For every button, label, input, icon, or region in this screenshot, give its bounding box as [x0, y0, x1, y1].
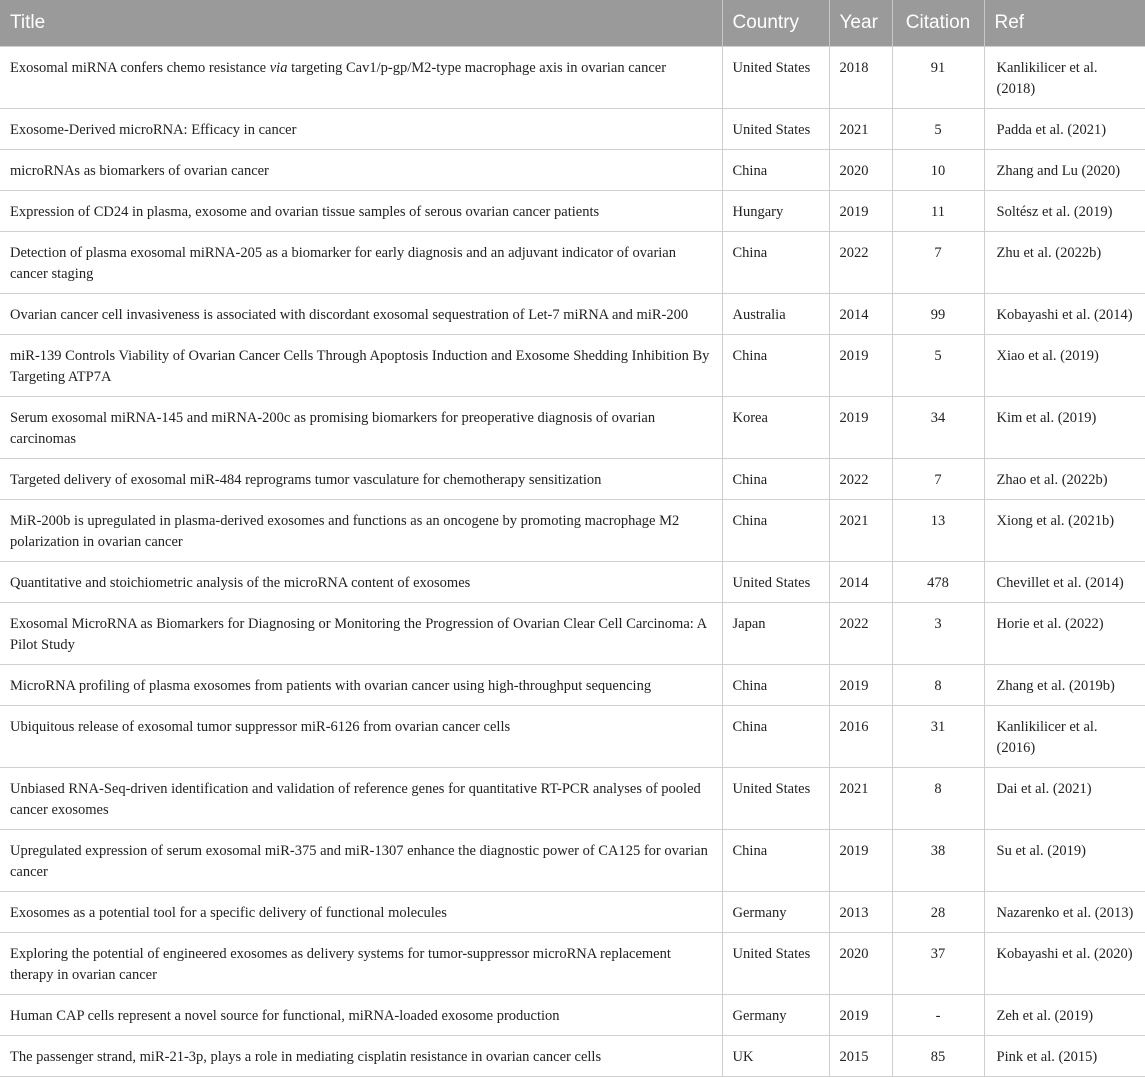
- title-text: Exploring the potential of engineered exosomes as delivery systems for tumor-suppressor microRNA replacement therapy in ovarian cancer: [10, 946, 671, 983]
- header-ref: Ref: [984, 0, 1145, 47]
- title-text: Exosomes as a potential tool for a specific delivery of functional molecules: [10, 905, 447, 921]
- cell-country: China: [722, 665, 829, 706]
- cell-title: [0, 830, 722, 892]
- cell-citation: 11: [892, 191, 984, 232]
- cell-citation: 91: [892, 47, 984, 109]
- table-row: [0, 500, 1145, 562]
- title-text: microRNAs as biomarkers of ovarian cancer: [10, 163, 269, 179]
- header-year: Year: [829, 0, 892, 47]
- table-row: [0, 294, 1145, 335]
- cell-year: 2021: [829, 109, 892, 150]
- cell-year: 2022: [829, 459, 892, 500]
- cell-title: [0, 768, 722, 830]
- cell-ref: Zeh et al. (2019): [984, 995, 1145, 1036]
- cell-citation: 478: [892, 562, 984, 603]
- table-row: [0, 603, 1145, 665]
- cell-ref: Kanlikilicer et al. (2018): [984, 47, 1145, 109]
- title-text: Detection of plasma exosomal miRNA-205 as a biomarker for early diagnosis and an adjuvant indicator of ovarian cancer staging: [10, 245, 676, 282]
- table-row: [0, 232, 1145, 294]
- cell-country: China: [722, 500, 829, 562]
- title-text: Ovarian cancer cell invasiveness is associated with discordant exosomal sequestration of Let-7 miRNA and miR-200: [10, 307, 689, 323]
- cell-citation: 8: [892, 665, 984, 706]
- cell-year: 2014: [829, 294, 892, 335]
- cell-ref: Su et al. (2019): [984, 830, 1145, 892]
- cell-title: [0, 459, 722, 500]
- table-row: [0, 706, 1145, 768]
- cell-citation: 13: [892, 500, 984, 562]
- cell-title: [0, 706, 722, 768]
- cell-title: [0, 562, 722, 603]
- cell-title: [0, 995, 722, 1036]
- cell-title: [0, 665, 722, 706]
- cell-ref: Xiong et al. (2021b): [984, 500, 1145, 562]
- cell-citation: 85: [892, 1036, 984, 1077]
- cell-year: 2021: [829, 500, 892, 562]
- cell-ref: Zhu et al. (2022b): [984, 232, 1145, 294]
- cell-citation: 5: [892, 109, 984, 150]
- cell-country: United States: [722, 47, 829, 109]
- cell-ref: Chevillet et al. (2014): [984, 562, 1145, 603]
- cell-citation: 3: [892, 603, 984, 665]
- title-italic-text: via: [269, 60, 288, 76]
- cell-year: 2013: [829, 892, 892, 933]
- header-citation: Citation: [892, 0, 984, 47]
- cell-citation: 37: [892, 933, 984, 995]
- title-text: Quantitative and stoichiometric analysis of the microRNA content of exosomes: [10, 575, 471, 591]
- cell-citation: 28: [892, 892, 984, 933]
- cell-country: China: [722, 706, 829, 768]
- table-row: [0, 933, 1145, 995]
- cell-citation: 38: [892, 830, 984, 892]
- title-text-continued: targeting Cav1/p-gp/M2-type macrophage axis in ovarian cancer: [287, 60, 667, 76]
- cell-ref: Padda et al. (2021): [984, 109, 1145, 150]
- cell-ref: Zhang et al. (2019b): [984, 665, 1145, 706]
- cell-ref: Horie et al. (2022): [984, 603, 1145, 665]
- table-row: [0, 459, 1145, 500]
- cell-year: 2018: [829, 47, 892, 109]
- title-text: Expression of CD24 in plasma, exosome and ovarian tissue samples of serous ovarian cancer patients: [10, 204, 600, 220]
- title-text: Exosomal miRNA confers chemo resistance: [10, 60, 270, 76]
- title-text: MicroRNA profiling of plasma exosomes from patients with ovarian cancer using high-throughput sequencing: [10, 678, 652, 694]
- cell-citation: 31: [892, 706, 984, 768]
- cell-ref: Dai et al. (2021): [984, 768, 1145, 830]
- cell-ref: Nazarenko et al. (2013): [984, 892, 1145, 933]
- title-text: Exosomal MicroRNA as Biomarkers for Diagnosing or Monitoring the Progression of Ovarian Clear Cell Carcinoma: A Pilot Study: [10, 616, 707, 653]
- title-text: Upregulated expression of serum exosomal miR-375 and miR-1307 enhance the diagnostic power of CA125 for ovarian cancer: [10, 843, 708, 880]
- table-row: [0, 150, 1145, 191]
- cell-country: United States: [722, 933, 829, 995]
- header-title: Title: [0, 0, 722, 47]
- cell-country: Hungary: [722, 191, 829, 232]
- cell-citation: 7: [892, 232, 984, 294]
- table-row: [0, 768, 1145, 830]
- cell-title: [0, 47, 722, 109]
- cell-title: [0, 603, 722, 665]
- cell-country: United States: [722, 562, 829, 603]
- table-row: [0, 995, 1145, 1036]
- title-text: Unbiased RNA-Seq-driven identification and validation of reference genes for quantitative RT-PCR analyses of pooled cancer exosomes: [10, 781, 701, 818]
- cell-citation: 8: [892, 768, 984, 830]
- title-text: Human CAP cells represent a novel source for functional, miRNA-loaded exosome production: [10, 1008, 560, 1024]
- cell-title: [0, 892, 722, 933]
- cell-title: [0, 150, 722, 191]
- cell-ref: Pink et al. (2015): [984, 1036, 1145, 1077]
- table-body: [0, 47, 1145, 1077]
- cell-country: China: [722, 830, 829, 892]
- cell-title: [0, 191, 722, 232]
- table-row: [0, 397, 1145, 459]
- cell-country: Germany: [722, 892, 829, 933]
- cell-country: China: [722, 232, 829, 294]
- cell-citation: 7: [892, 459, 984, 500]
- cell-year: 2019: [829, 830, 892, 892]
- cell-year: 2015: [829, 1036, 892, 1077]
- cell-country: Japan: [722, 603, 829, 665]
- title-text: miR-139 Controls Viability of Ovarian Cancer Cells Through Apoptosis Induction and Exosome Shedding Inhibition By Targeting ATP7A: [10, 348, 710, 385]
- table-row: [0, 191, 1145, 232]
- cell-year: 2020: [829, 933, 892, 995]
- cell-title: [0, 232, 722, 294]
- table-row: [0, 892, 1145, 933]
- header-country: Country: [722, 0, 829, 47]
- cell-year: 2019: [829, 995, 892, 1036]
- cell-year: 2019: [829, 335, 892, 397]
- cell-country: United States: [722, 768, 829, 830]
- cell-year: 2014: [829, 562, 892, 603]
- cell-citation: 34: [892, 397, 984, 459]
- cell-ref: Zhao et al. (2022b): [984, 459, 1145, 500]
- cell-country: Germany: [722, 995, 829, 1036]
- table-row: [0, 1036, 1145, 1077]
- table-row: [0, 830, 1145, 892]
- cell-citation: 5: [892, 335, 984, 397]
- title-text: Targeted delivery of exosomal miR-484 reprograms tumor vasculature for chemotherapy sensitization: [10, 472, 602, 488]
- title-text: Serum exosomal miRNA-145 and miRNA-200c as promising biomarkers for preoperative diagnosis of ovarian carcinomas: [10, 410, 656, 447]
- cell-country: China: [722, 459, 829, 500]
- title-text: The passenger strand, miR-21-3p, plays a role in mediating cisplatin resistance in ovarian cancer cells: [10, 1049, 602, 1065]
- cell-title: [0, 500, 722, 562]
- table-row: [0, 47, 1145, 109]
- cell-year: 2019: [829, 191, 892, 232]
- cell-citation: 10: [892, 150, 984, 191]
- cell-ref: Kobayashi et al. (2014): [984, 294, 1145, 335]
- cell-citation: 99: [892, 294, 984, 335]
- cell-year: 2019: [829, 397, 892, 459]
- cell-country: Australia: [722, 294, 829, 335]
- cell-year: 2022: [829, 603, 892, 665]
- cell-ref: Kobayashi et al. (2020): [984, 933, 1145, 995]
- cell-ref: Xiao et al. (2019): [984, 335, 1145, 397]
- cell-country: United States: [722, 109, 829, 150]
- title-text: Ubiquitous release of exosomal tumor suppressor miR-6126 from ovarian cancer cells: [10, 719, 511, 735]
- cell-ref: Kim et al. (2019): [984, 397, 1145, 459]
- cell-title: [0, 1036, 722, 1077]
- cell-title: [0, 933, 722, 995]
- cell-citation: -: [892, 995, 984, 1036]
- table-row: [0, 109, 1145, 150]
- title-text: MiR-200b is upregulated in plasma-derived exosomes and functions as an oncogene by promoting macrophage M2 polarization in ovarian cancer: [10, 513, 680, 550]
- table-row: [0, 335, 1145, 397]
- cell-country: China: [722, 335, 829, 397]
- cell-year: 2016: [829, 706, 892, 768]
- cell-title: [0, 397, 722, 459]
- cell-year: 2019: [829, 665, 892, 706]
- cell-country: Korea: [722, 397, 829, 459]
- cell-year: 2021: [829, 768, 892, 830]
- cell-ref: Soltész et al. (2019): [984, 191, 1145, 232]
- cell-country: UK: [722, 1036, 829, 1077]
- header-row: [0, 0, 1145, 47]
- table-header: [0, 0, 1145, 47]
- cell-ref: Kanlikilicer et al. (2016): [984, 706, 1145, 768]
- cell-title: [0, 335, 722, 397]
- cell-year: 2022: [829, 232, 892, 294]
- title-text: Exosome-Derived microRNA: Efficacy in cancer: [10, 122, 297, 138]
- cell-title: [0, 294, 722, 335]
- table-row: [0, 562, 1145, 603]
- cell-year: 2020: [829, 150, 892, 191]
- cell-title: [0, 109, 722, 150]
- cell-ref: Zhang and Lu (2020): [984, 150, 1145, 191]
- table-row: [0, 665, 1145, 706]
- cell-country: China: [722, 150, 829, 191]
